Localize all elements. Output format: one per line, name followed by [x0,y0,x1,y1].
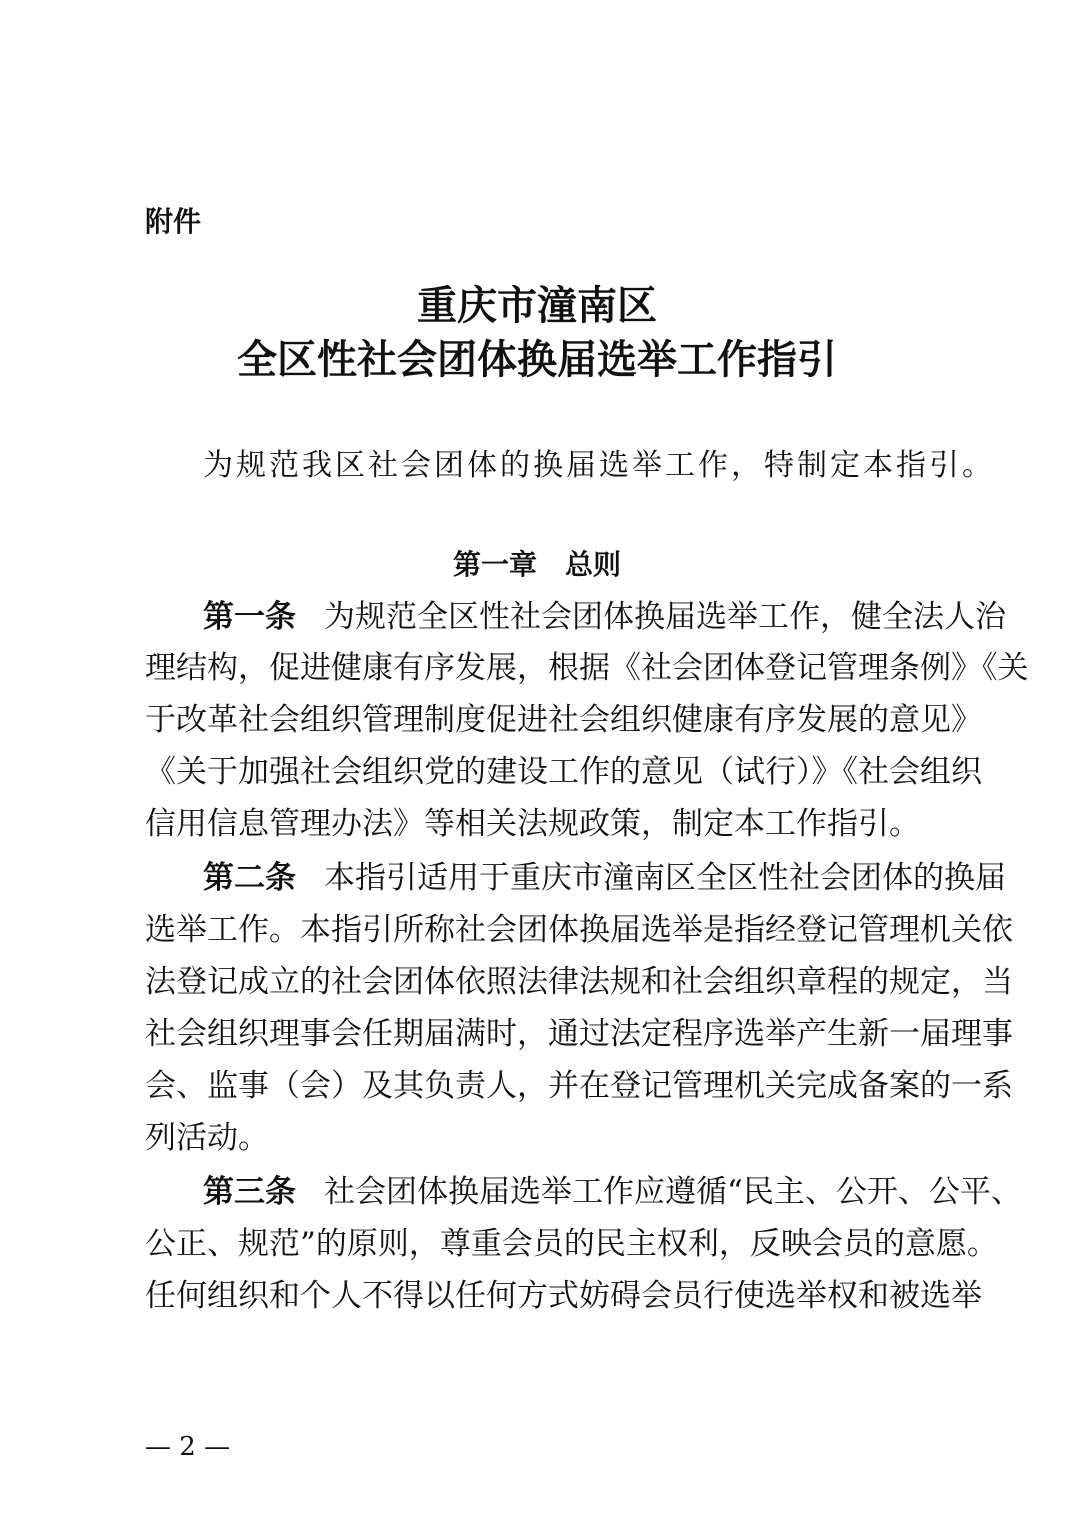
article-text: 信用信息管理办法》等相关法规政策，制定本工作指引。 [145,806,920,842]
article-label: 第三条 [203,1174,296,1210]
article-text: 为规范全区性社会团体换届选举工作，健全法人治 [324,599,1006,635]
article-line [145,750,982,794]
article-line [145,960,1013,1004]
document-title-line-2: 全区性社会团体换届选举工作指引 [237,336,837,383]
article-line [145,908,1013,952]
page-number: — 2 — [145,1432,231,1462]
article-text: 于改革社会组织管理制度促进社会组织健康有序发展的意见》 [145,702,982,738]
article-line [145,1064,1013,1108]
article-text: 本指引适用于重庆市潼南区全区性社会团体的换届 [324,860,1006,896]
article-label: 第二条 [203,860,296,896]
article-line [145,1222,998,1266]
article-text: 列活动。 [145,1120,269,1156]
chapter-heading: 第一章 总则 [452,548,621,581]
article-text: 选举工作。本指引所称社会团体换届选举是指经登记管理机关依 [145,912,1013,948]
article-line [145,1116,940,1160]
article-text: 《关于加强社会组织党的建设工作的意见（试行）》《社会组织 [145,754,982,790]
article-line [145,1012,1013,1056]
article-line [145,646,1029,690]
article-line [145,698,982,742]
article-text: 会、监事（会）及其负责人，并在登记管理机关完成备案的一系 [145,1068,1013,1104]
article-text: 法登记成立的社会团体依照法律法规和社会组织章程的规定，当 [145,964,1013,1000]
article-text: 任何组织和个人不得以任何方式妨碍会员行使选举权和被选举 [145,1278,982,1314]
article-text: 理结构，促进健康有序发展，根据《社会团体登记管理条例》《关 [145,650,1029,686]
article-text: 社会团体换届选举工作应遵循“民主、公开、公平、 [324,1174,1022,1210]
article-line [145,802,940,846]
article-line [145,1274,982,1318]
article-line [203,1170,1022,1214]
article-line [203,595,1006,639]
intro-text: 为规范我区社会团体的换届选举工作，特制定本指引。 [203,448,995,483]
attachment-label: 附件 [145,205,202,238]
article-line [203,856,1006,900]
article-text: 社会组织理事会任期届满时，通过法定程序选举产生新一届理事 [145,1016,1013,1052]
article-label: 第一条 [203,599,296,635]
article-text: 公正、规范”的原则，尊重会员的民主权利，反映会员的意愿。 [145,1226,998,1262]
document-title-line-1: 重庆市潼南区 [417,282,657,329]
